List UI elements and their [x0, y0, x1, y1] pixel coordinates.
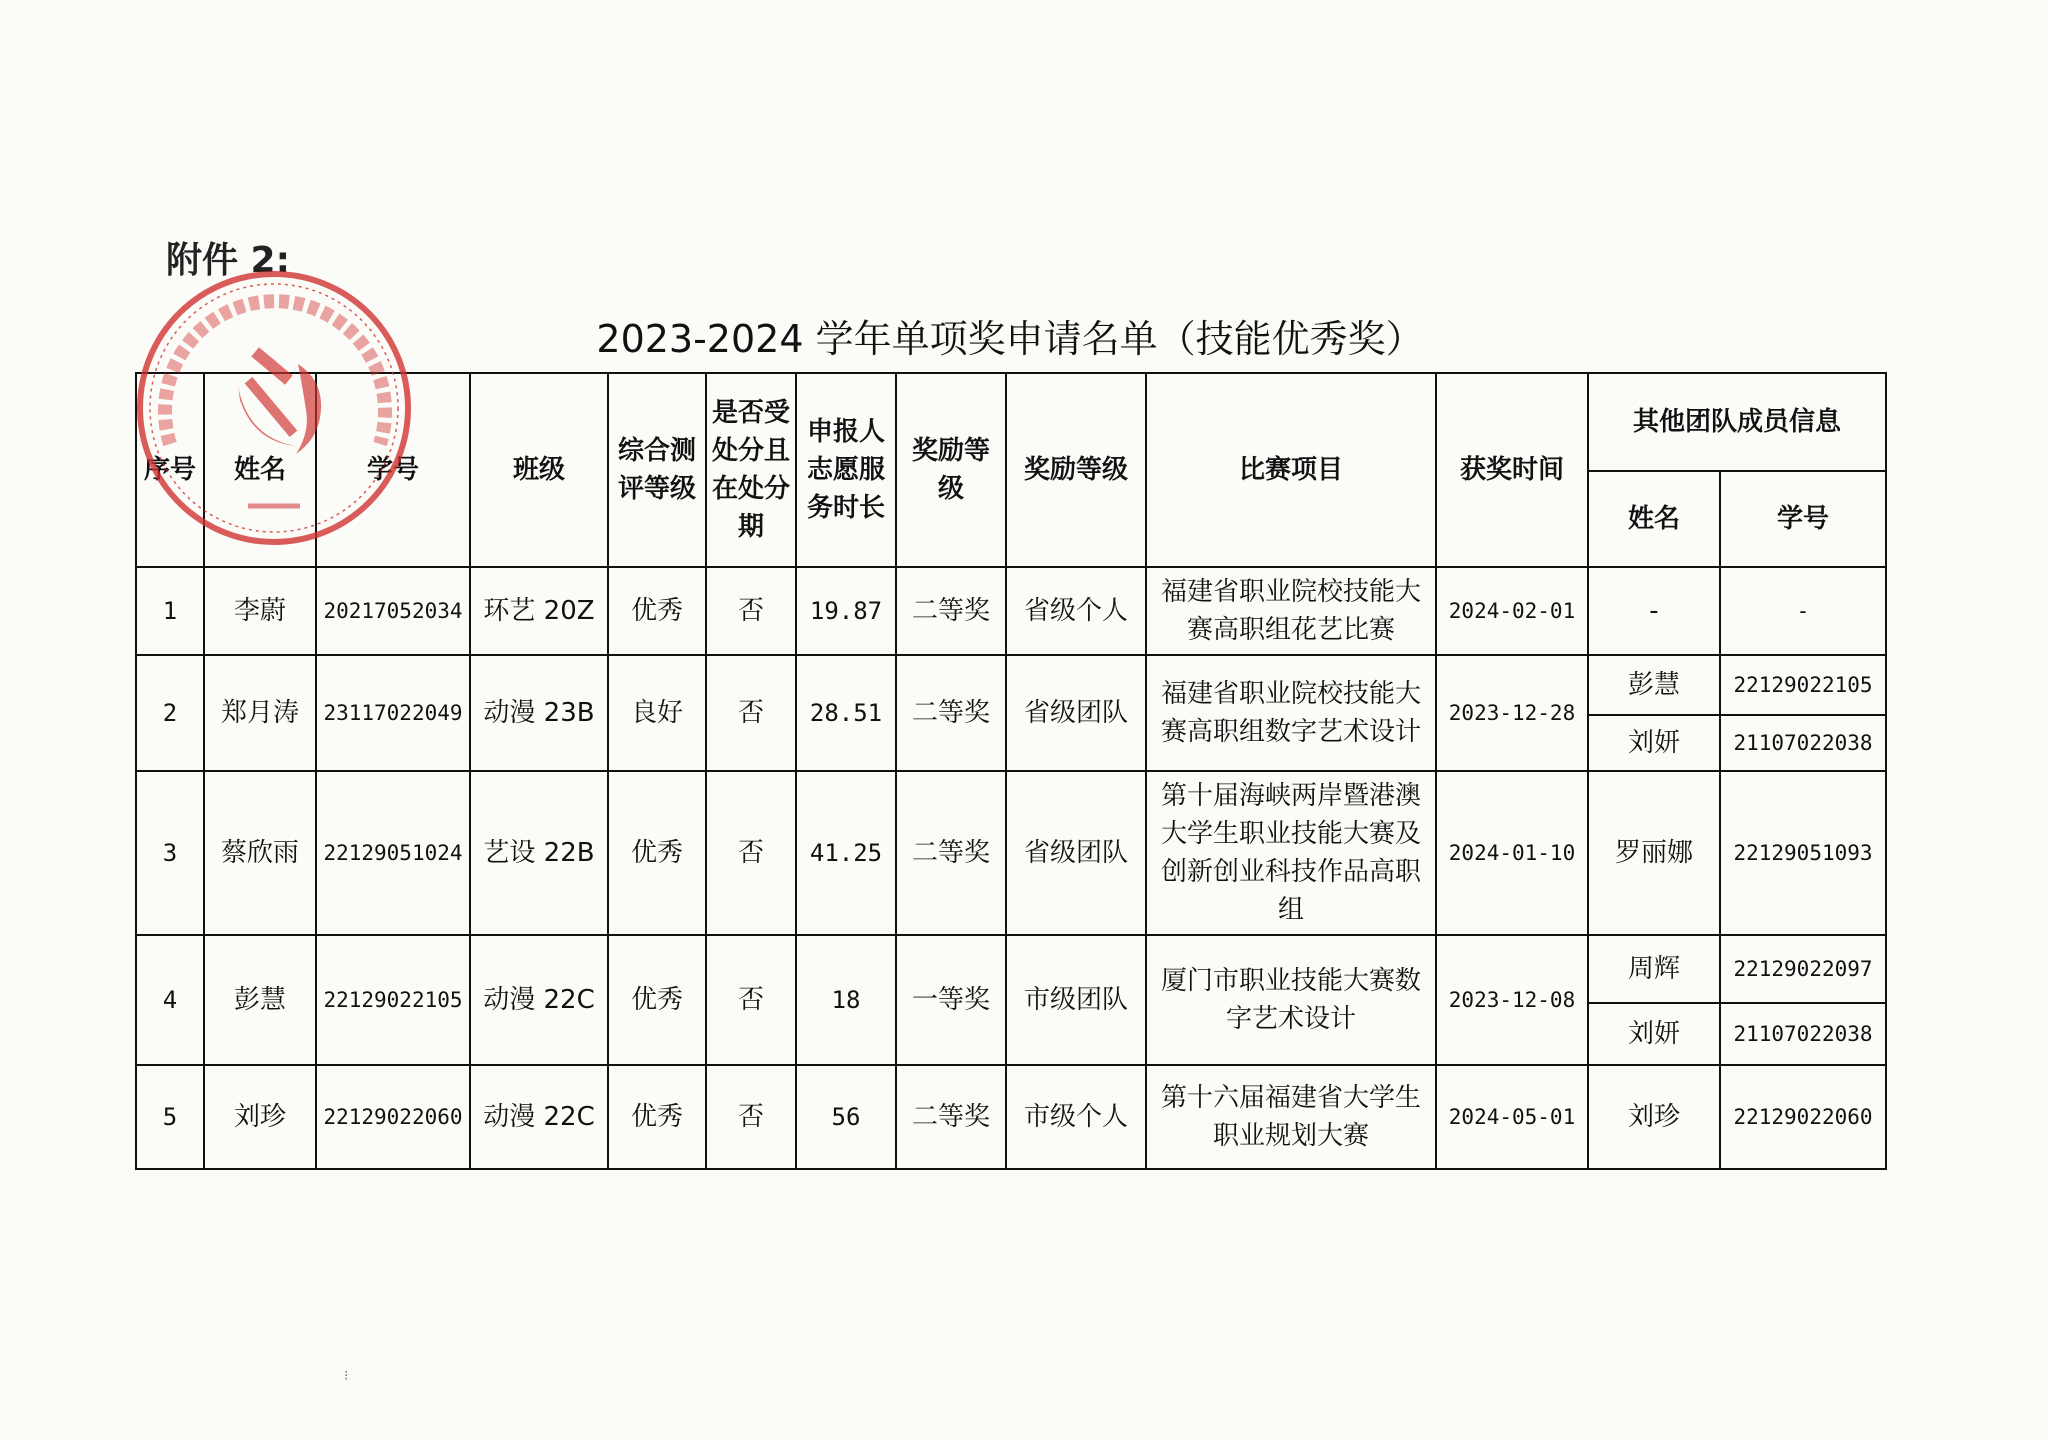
table-row — [136, 771, 1886, 935]
cell-name: 李蔚 — [204, 567, 316, 655]
cell-evaluation: 优秀 — [608, 935, 706, 1065]
cell-member-id: 22129051093 — [1720, 771, 1886, 935]
cell-member-name: 刘妍 — [1588, 1003, 1720, 1065]
cell-award-level: 市级团队 — [1006, 935, 1146, 1065]
cell-hours: 28.51 — [796, 655, 896, 771]
cell-award-level: 省级团队 — [1006, 771, 1146, 935]
cell-member-id: 21107022038 — [1720, 1003, 1886, 1065]
cell-name: 刘珍 — [204, 1065, 316, 1169]
cell-member-id: - — [1720, 567, 1886, 655]
cell-seq: 2 — [136, 655, 204, 771]
cell-disciplinary: 否 — [706, 771, 796, 935]
header-class: 班级 — [470, 373, 608, 567]
cell-evaluation: 优秀 — [608, 771, 706, 935]
cell-award-date: 2024-05-01 — [1436, 1065, 1588, 1169]
cell-competition: 厦门市职业技能大赛数字艺术设计 — [1146, 935, 1436, 1065]
header-award-date: 获奖时间 — [1436, 373, 1588, 567]
cell-seq: 4 — [136, 935, 204, 1065]
cell-evaluation: 良好 — [608, 655, 706, 771]
table-row — [136, 935, 1886, 1003]
cell-hours: 19.87 — [796, 567, 896, 655]
header-team-name: 姓名 — [1588, 471, 1720, 567]
cell-award-date: 2024-01-10 — [1436, 771, 1588, 935]
table-row — [136, 1065, 1886, 1169]
cell-member-name: - — [1588, 567, 1720, 655]
cell-award-grade: 二等奖 — [896, 771, 1006, 935]
cell-award-date: 2023-12-08 — [1436, 935, 1588, 1065]
cell-class: 动漫 22C — [470, 1065, 608, 1169]
cell-competition: 第十届海峡两岸暨港澳大学生职业技能大赛及创新创业科技作品高职组 — [1146, 771, 1436, 935]
cell-award-level: 省级个人 — [1006, 567, 1146, 655]
cell-award-grade: 二等奖 — [896, 1065, 1006, 1169]
header-volunteer-hours: 申报人志愿服务时长 — [796, 373, 896, 567]
cell-award-level: 省级团队 — [1006, 655, 1146, 771]
cell-hours: 41.25 — [796, 771, 896, 935]
cell-member-name: 彭慧 — [1588, 655, 1720, 715]
cell-award-grade: 一等奖 — [896, 935, 1006, 1065]
cell-student-id: 22129051024 — [316, 771, 470, 935]
cell-competition: 福建省职业院校技能大赛高职组花艺比赛 — [1146, 567, 1436, 655]
cell-evaluation: 优秀 — [608, 1065, 706, 1169]
cell-hours: 56 — [796, 1065, 896, 1169]
cell-disciplinary: 否 — [706, 935, 796, 1065]
cell-seq: 1 — [136, 567, 204, 655]
cell-class: 艺设 22B — [470, 771, 608, 935]
header-student-id: 学号 — [316, 373, 470, 567]
cell-disciplinary: 否 — [706, 567, 796, 655]
attachment-label: 附件 2: — [166, 240, 290, 281]
cell-student-id: 23117022049 — [316, 655, 470, 771]
cell-competition: 福建省职业院校技能大赛高职组数字艺术设计 — [1146, 655, 1436, 771]
cell-student-id: 20217052034 — [316, 567, 470, 655]
header-award-grade: 奖励等级 — [896, 373, 1006, 567]
cell-member-id: 22129022105 — [1720, 655, 1886, 715]
header-name: 姓名 — [204, 373, 316, 567]
cell-member-id: 22129022060 — [1720, 1065, 1886, 1169]
table-row — [136, 567, 1886, 655]
cell-seq: 5 — [136, 1065, 204, 1169]
scan-speck: ⁝ — [344, 1368, 349, 1384]
header-disciplinary: 是否受处分且在处分期 — [706, 373, 796, 567]
cell-class: 动漫 23B — [470, 655, 608, 771]
cell-disciplinary: 否 — [706, 655, 796, 771]
cell-member-name: 刘妍 — [1588, 715, 1720, 771]
header-team-info: 其他团队成员信息 — [1588, 373, 1886, 471]
cell-hours: 18 — [796, 935, 896, 1065]
cell-award-level: 市级个人 — [1006, 1065, 1146, 1169]
header-evaluation: 综合测评等级 — [608, 373, 706, 567]
header-award-level: 奖励等级 — [1006, 373, 1146, 567]
cell-class: 动漫 22C — [470, 935, 608, 1065]
cell-member-name: 周辉 — [1588, 935, 1720, 1003]
cell-class: 环艺 20Z — [470, 567, 608, 655]
cell-student-id: 22129022105 — [316, 935, 470, 1065]
award-table — [135, 372, 1887, 1170]
cell-award-grade: 二等奖 — [896, 655, 1006, 771]
cell-award-date: 2024-02-01 — [1436, 567, 1588, 655]
cell-competition: 第十六届福建省大学生职业规划大赛 — [1146, 1065, 1436, 1169]
header-competition: 比赛项目 — [1146, 373, 1436, 567]
cell-name: 郑月涛 — [204, 655, 316, 771]
table-row — [136, 655, 1886, 715]
document-title: 2023-2024 学年单项奖申请名单（技能优秀奖） — [596, 317, 1424, 361]
cell-member-name: 刘珍 — [1588, 1065, 1720, 1169]
cell-disciplinary: 否 — [706, 1065, 796, 1169]
header-team-id: 学号 — [1720, 471, 1886, 567]
cell-award-grade: 二等奖 — [896, 567, 1006, 655]
cell-seq: 3 — [136, 771, 204, 935]
cell-award-date: 2023-12-28 — [1436, 655, 1588, 771]
header-seq: 序号 — [136, 373, 204, 567]
cell-name: 彭慧 — [204, 935, 316, 1065]
cell-name: 蔡欣雨 — [204, 771, 316, 935]
cell-member-id: 21107022038 — [1720, 715, 1886, 771]
cell-student-id: 22129022060 — [316, 1065, 470, 1169]
cell-evaluation: 优秀 — [608, 567, 706, 655]
cell-member-id: 22129022097 — [1720, 935, 1886, 1003]
cell-member-name: 罗丽娜 — [1588, 771, 1720, 935]
